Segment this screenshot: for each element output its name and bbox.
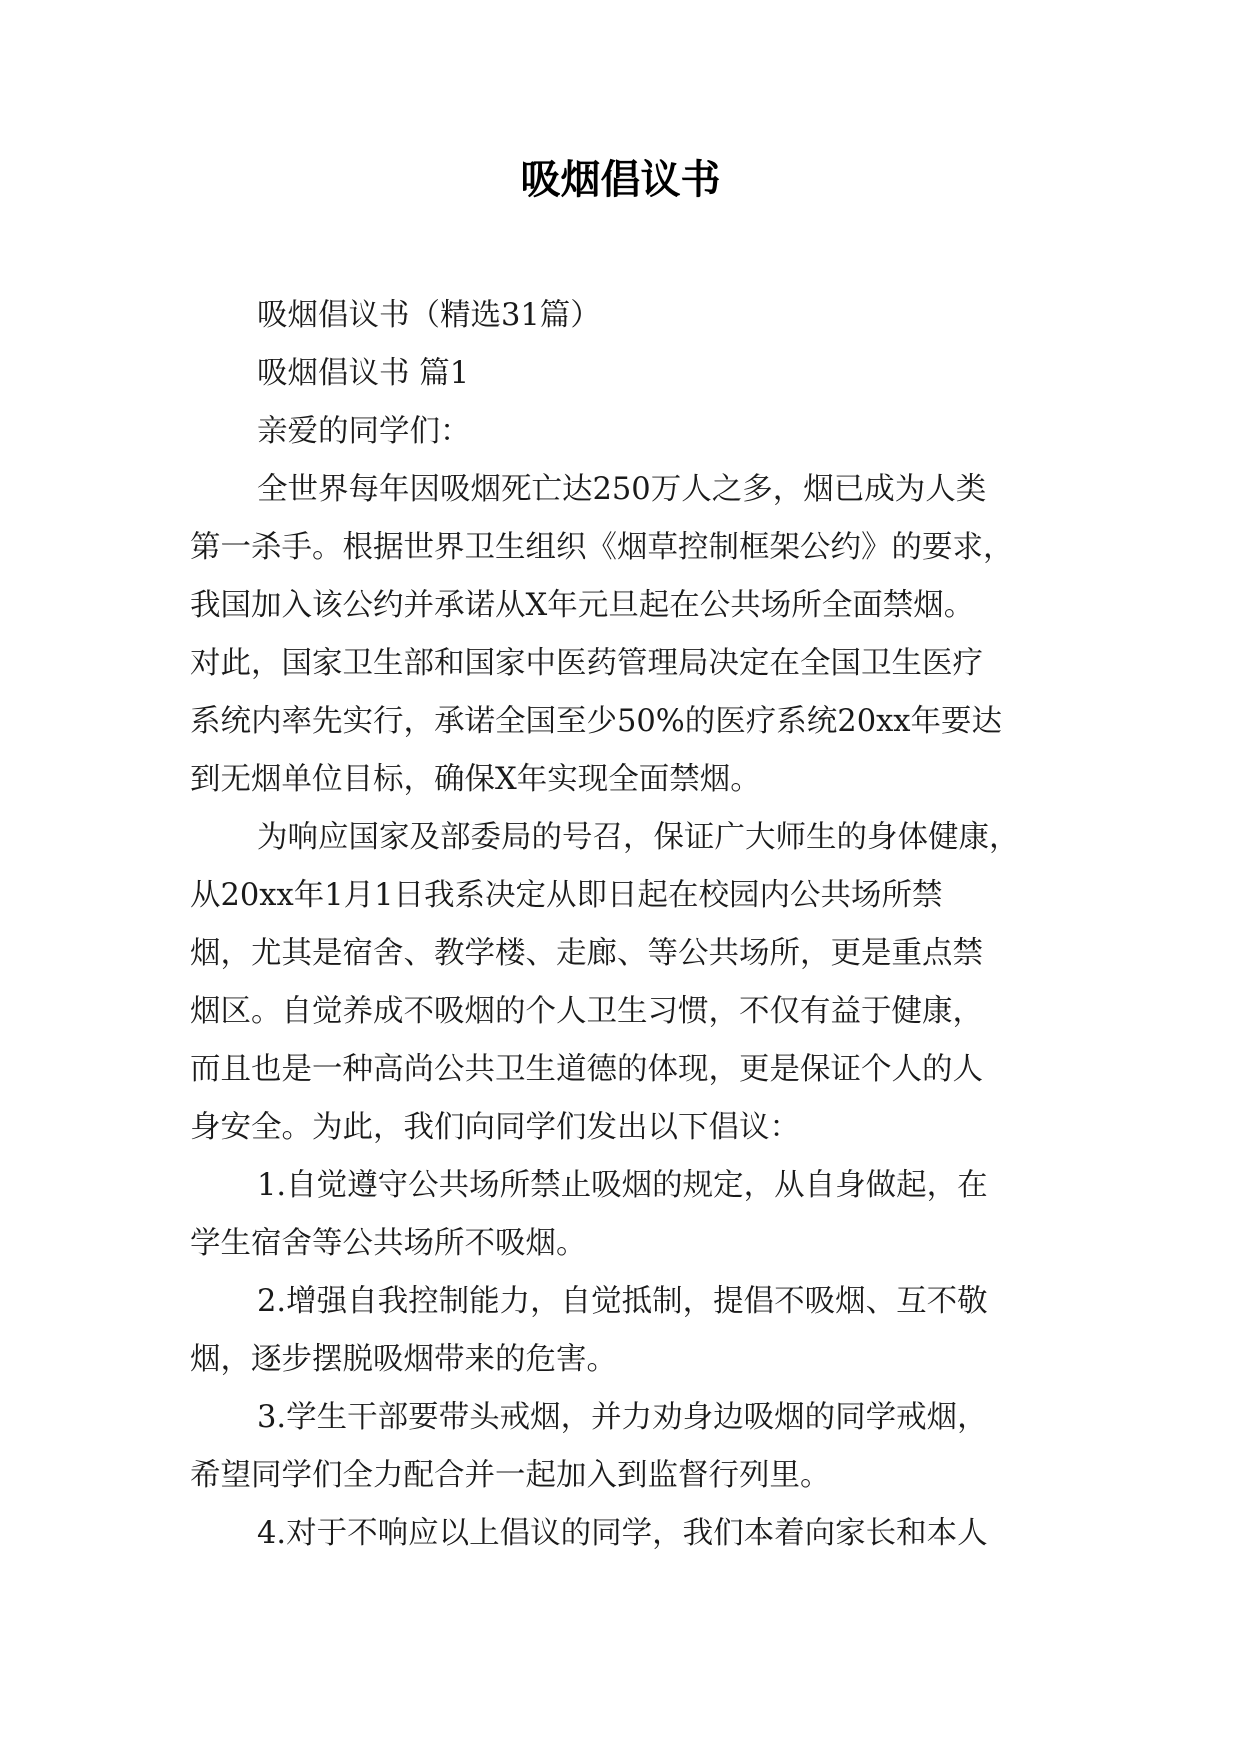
list-item-line: 学生宿舍等公共场所不吸烟。 — [190, 1226, 587, 1261]
list-item-line: 3.学生干部要带头戒烟，并力劝身边吸烟的同学戒烟， — [257, 1400, 988, 1435]
paragraph-line: 为响应国家及部委局的号召，保证广大师生的身体健康， — [257, 820, 1020, 855]
list-item-line: 1.自觉遵守公共场所禁止吸烟的规定，从自身做起，在 — [257, 1168, 988, 1203]
subtitle-line: 吸烟倡议书（精选31篇） — [257, 298, 601, 333]
paragraph-line: 从20xx年1月1日我系决定从即日起在校园内公共场所禁 — [190, 878, 943, 913]
paragraph-line: 烟，尤其是宿舍、教学楼、走廊、等公共场所，更是重点禁 — [190, 936, 983, 971]
paragraph-line: 身安全。为此，我们向同学们发出以下倡议： — [190, 1110, 800, 1145]
paragraph-line: 第一杀手。根据世界卫生组织《烟草控制框架公约》的要求， — [190, 530, 1014, 565]
paragraph-line: 全世界每年因吸烟死亡达250万人之多，烟已成为人类 — [257, 472, 987, 507]
paragraph-line: 烟区。自觉养成不吸烟的个人卫生习惯，不仅有益于健康， — [190, 994, 983, 1029]
list-item-line: 烟，逐步摆脱吸烟带来的危害。 — [190, 1342, 617, 1377]
salutation: 亲爱的同学们： — [257, 414, 471, 449]
paragraph-line: 对此，国家卫生部和国家中医药管理局决定在全国卫生医疗 — [190, 646, 983, 681]
document-title: 吸烟倡议书 — [520, 157, 721, 203]
list-item-line: 希望同学们全力配合并一起加入到监督行列里。 — [190, 1458, 831, 1493]
list-item-line: 4.对于不响应以上倡议的同学，我们本着向家长和本人 — [257, 1516, 988, 1551]
paragraph-line: 到无烟单位目标，确保X年实现全面禁烟。 — [190, 762, 761, 797]
section-heading: 吸烟倡议书 篇1 — [257, 356, 470, 391]
paragraph-line: 而且也是一种高尚公共卫生道德的体现，更是保证个人的人 — [190, 1052, 983, 1087]
paragraph-line: 我国加入该公约并承诺从X年元旦起在公共场所全面禁烟。 — [190, 588, 975, 623]
list-item-line: 2.增强自我控制能力，自觉抵制，提倡不吸烟、互不敬 — [257, 1284, 988, 1319]
paragraph-line: 系统内率先实行，承诺全国至少50%的医疗系统20xx年要达 — [190, 704, 1003, 739]
